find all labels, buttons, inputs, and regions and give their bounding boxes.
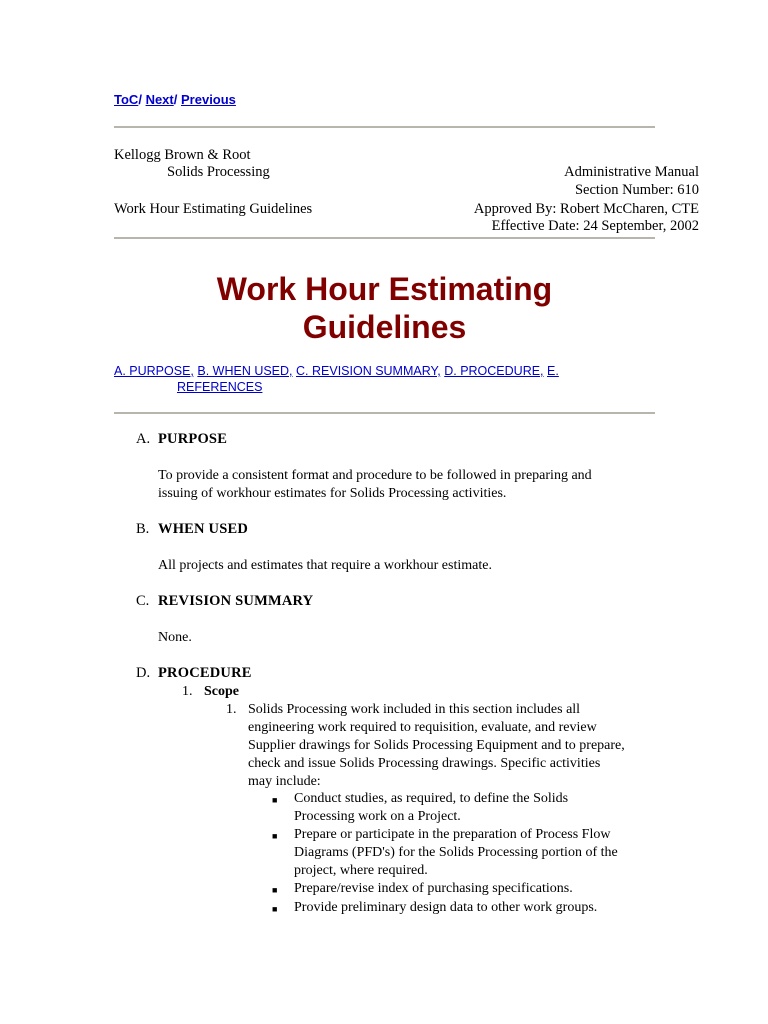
doc-title-small: Work Hour Estimating Guidelines <box>114 201 313 217</box>
scope-sub-number: 1. <box>226 702 237 717</box>
divider <box>114 126 655 128</box>
bullet-line: Prepare/revise index of purchasing specifications. <box>294 881 573 896</box>
bullet-line: Prepare or participate in the preparation of Process Flow <box>294 827 611 842</box>
page-title-line1: Work Hour Estimating <box>216 271 553 307</box>
nav-separator: / <box>138 92 142 107</box>
scope-line: check and issue Solids Processing drawings. Specific activities <box>248 756 601 771</box>
top-nav <box>114 92 236 107</box>
bullet-marker: ■ <box>272 795 278 805</box>
nav-separator: / <box>173 92 178 107</box>
link-revision-summary[interactable]: C. REVISION SUMMARY, <box>296 364 441 378</box>
bullet-item <box>294 880 664 898</box>
approved-by: Approved By: Robert McCharen, CTE <box>473 201 699 217</box>
section-a-text-line: To provide a consistent format and procedure to be followed in preparing and <box>158 468 592 483</box>
next-link[interactable]: Next <box>145 92 174 107</box>
bullet-item <box>294 826 664 880</box>
bullet-line: Diagrams (PFD's) for the Solids Processing portion of the <box>294 845 618 860</box>
manual-name: Administrative Manual <box>564 164 699 180</box>
section-a-letter: A. <box>136 431 151 447</box>
bullet-item <box>294 790 654 826</box>
bullet-line: project, where required. <box>294 863 428 878</box>
scope-line: may include: <box>248 774 321 789</box>
scope-line: Supplier drawings for Solids Processing Equipment and to prepare, <box>248 738 625 753</box>
division-name: Solids Processing <box>167 164 270 180</box>
bullet-marker: ■ <box>272 885 278 895</box>
page-title <box>114 270 655 346</box>
divider <box>114 412 655 414</box>
section-d-letter: D. <box>136 665 151 681</box>
bullet-line: Conduct studies, as required, to define the Solids <box>294 791 569 806</box>
divider <box>114 237 655 239</box>
section-b-letter: B. <box>136 521 150 537</box>
procedure-item-number: 1. <box>182 684 193 699</box>
section-c-heading: REVISION SUMMARY <box>158 593 314 609</box>
bullet-line: Provide preliminary design data to other work groups. <box>294 900 598 915</box>
section-c-text: None. <box>158 630 192 645</box>
section-a-heading: PURPOSE <box>158 431 228 447</box>
link-references[interactable]: REFERENCES <box>177 380 263 394</box>
scope-line: engineering work required to requisition, evaluate, and review <box>248 720 597 735</box>
previous-link[interactable]: Previous <box>181 92 236 107</box>
link-when-used[interactable]: B. WHEN USED, <box>197 364 293 378</box>
section-a-text-line: issuing of workhour estimates for Solids Processing activities. <box>158 486 507 501</box>
effective-date: Effective Date: 24 September, 2002 <box>491 218 699 234</box>
section-b-text: All projects and estimates that require a workhour estimate. <box>158 558 492 573</box>
section-b-heading: WHEN USED <box>158 521 249 537</box>
bullet-marker: ■ <box>272 904 278 914</box>
section-d-heading: PROCEDURE <box>158 665 252 681</box>
section-a-text <box>158 467 658 503</box>
bullet-line: Processing work on a Project. <box>294 809 461 824</box>
bullet-item <box>294 899 664 917</box>
procedure-item-label: Scope <box>204 684 239 699</box>
link-procedure[interactable]: D. PROCEDURE, <box>444 364 544 378</box>
bullet-marker: ■ <box>272 831 278 841</box>
section-links <box>114 363 634 395</box>
toc-link[interactable]: ToC <box>114 92 139 107</box>
section-c-letter: C. <box>136 593 150 609</box>
company-name: Kellogg Brown & Root <box>114 147 251 163</box>
section-number: Section Number: 610 <box>574 182 699 198</box>
page-title-line2: Guidelines <box>302 309 467 345</box>
link-purpose[interactable]: A. PURPOSE, <box>114 364 194 378</box>
link-references-e[interactable]: E. <box>547 364 559 378</box>
scope-line: Solids Processing work included in this section includes all <box>248 702 581 717</box>
scope-paragraph <box>248 701 668 791</box>
